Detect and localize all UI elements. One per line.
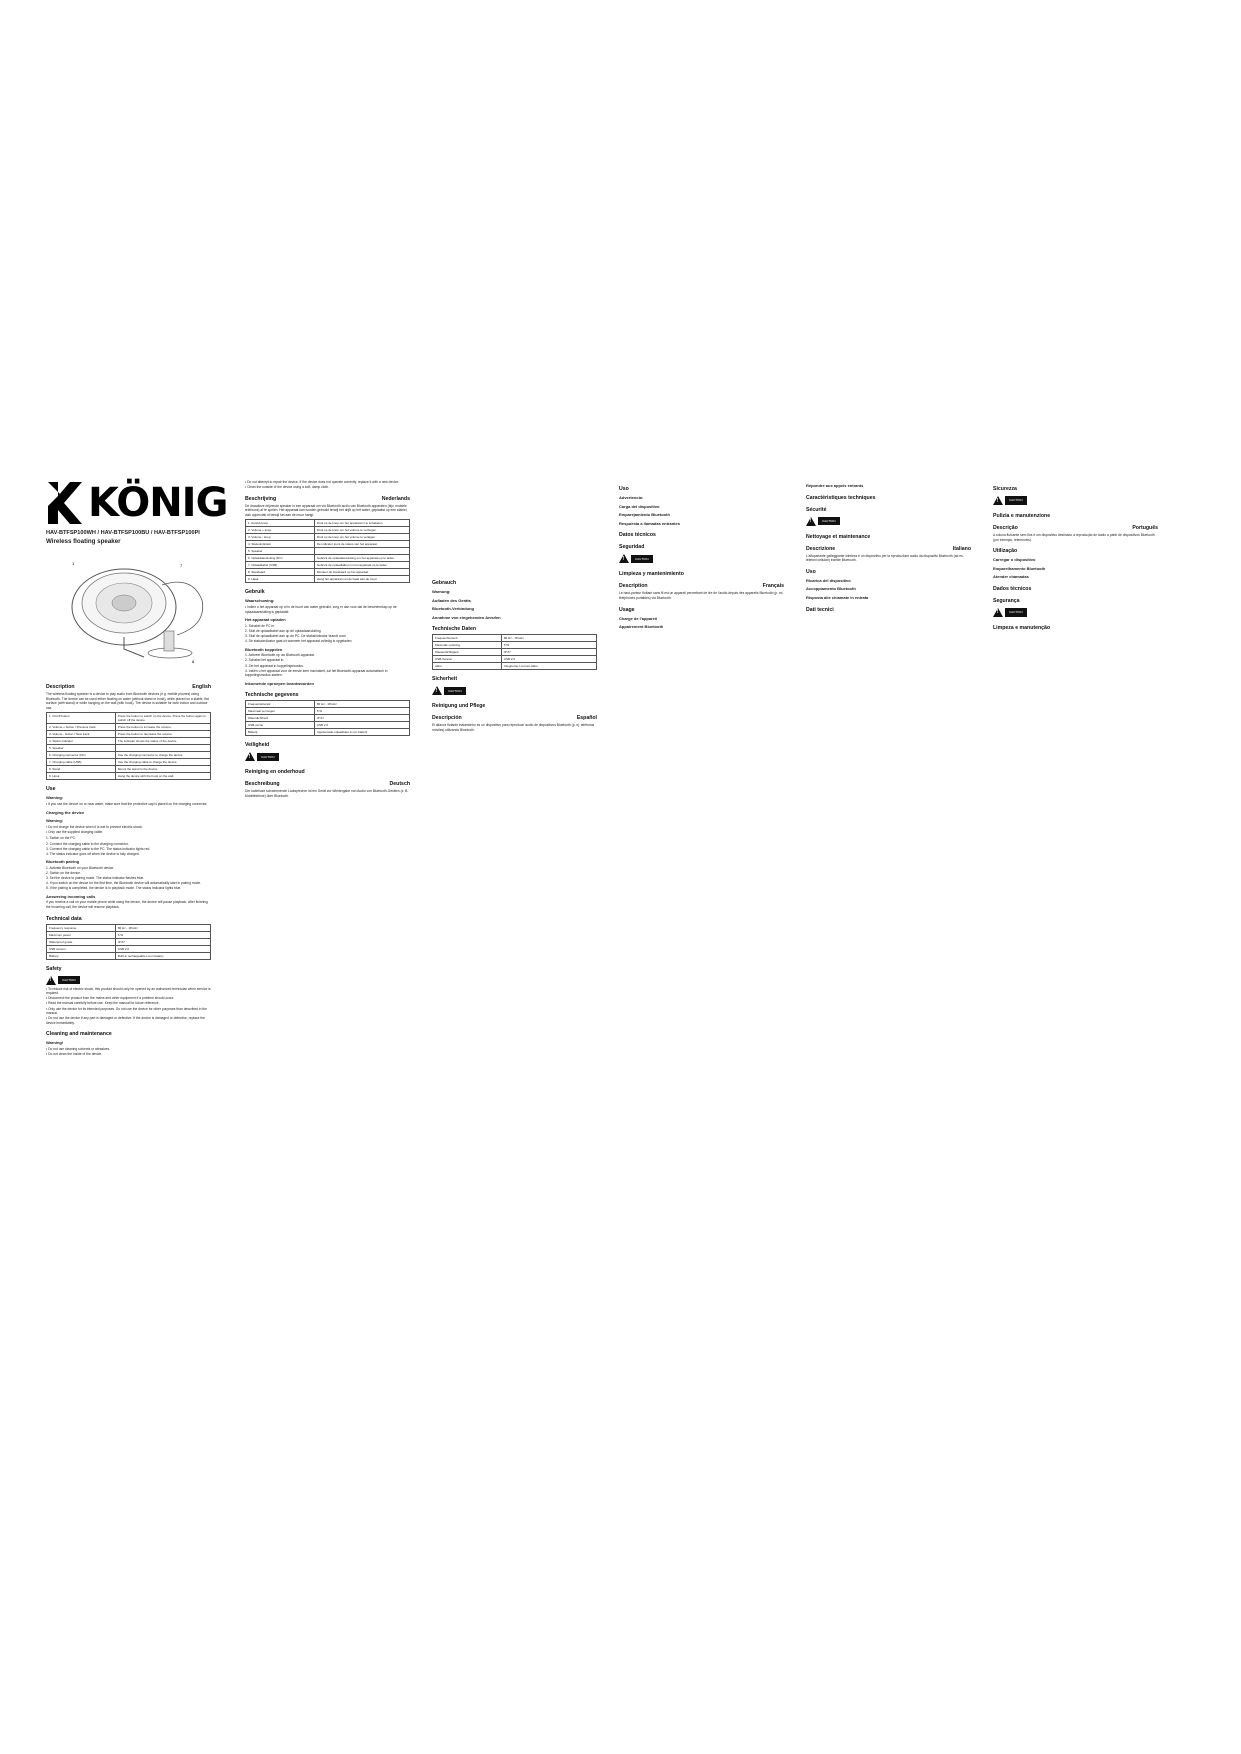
- table-row: [246, 548, 410, 555]
- table-cell: 9. Haak: [246, 576, 315, 583]
- warning-label: Warning:: [46, 818, 64, 824]
- table-cell: USB-versie: [246, 722, 315, 729]
- charging-heading: Carregar o dispositivo: [993, 557, 1036, 563]
- caution-label: CAUTION: [1005, 608, 1027, 617]
- bluetooth-steps: [245, 653, 410, 677]
- table-cell: Maximale Leistung: [433, 642, 502, 649]
- table-row: [433, 642, 597, 649]
- cleaning-heading: Cleaning and maintenance: [46, 1031, 112, 1038]
- charging-steps: [46, 836, 211, 856]
- table-row: [47, 938, 211, 945]
- model-numbers: HAV-BTFSP100WH / HAV-BTFSP100BU / HAV-BTFSP100PI: [46, 530, 200, 536]
- safety-list: [46, 987, 211, 1026]
- list-item: • Indien u het apparaat op of in de buurt van water gebruikt, zorg er dan voor dat de beschermkap op de oplaadaansluiting is geplaatst.: [245, 605, 410, 614]
- column-dutch: [245, 480, 410, 801]
- tech-heading: Datos técnicos: [619, 532, 656, 539]
- speaker-illustration: [52, 545, 212, 665]
- list-item: • Do not charge the device when it is wet to prevent electric shock.: [46, 825, 211, 830]
- table-row: [47, 945, 211, 952]
- table-cell: Mount the stand to the device.: [115, 766, 210, 773]
- table-cell: 5. Speaker: [246, 548, 315, 555]
- answering-heading: Risposta alle chiamate in entrata: [806, 594, 869, 600]
- table-cell: IP 67: [501, 649, 596, 656]
- answering-heading: Answering incoming calls: [46, 893, 96, 899]
- table-cell: Press the button to decrease the volume.: [115, 731, 210, 738]
- list-item: • If you use the device on or near water, make sure that the protective cap is placed on the charging connector.: [46, 802, 211, 807]
- list-item: 2. Connect the charging cable to the charging connector.: [46, 841, 129, 846]
- table-row: [246, 555, 410, 562]
- table-row: [246, 569, 410, 576]
- table-cell: Hang the device with the hook on the wall.: [115, 773, 210, 780]
- table-row: [47, 738, 211, 745]
- table-cell: Wasserdichtigkeit: [433, 649, 502, 656]
- description-heading: [46, 684, 211, 690]
- column-english: [46, 678, 211, 1059]
- safety-heading: Veiligheid: [245, 742, 270, 749]
- caution-label: CAUTION: [257, 753, 279, 762]
- bluetooth-heading: Bluetooth pairing: [46, 859, 80, 865]
- bluetooth-heading: Emparelhamento Bluetooth: [993, 565, 1046, 571]
- answering-heading: Répondre aux appels entrants: [806, 483, 864, 488]
- warning-triangle-icon: [806, 517, 816, 526]
- table-row: [47, 724, 211, 731]
- safety-heading: Safety: [46, 965, 62, 972]
- table-row: [433, 663, 597, 670]
- tech-heading: Technische Daten: [432, 626, 477, 633]
- section-title: Descrizione: [806, 545, 836, 552]
- section-title: Descripción: [432, 715, 462, 722]
- description-heading: [432, 715, 597, 721]
- table-row: [246, 729, 410, 736]
- list-item: 1. Switch on the PC.: [46, 836, 76, 841]
- description-heading: [993, 525, 1158, 531]
- description-heading: [806, 546, 971, 552]
- table-cell: 9. Hook: [47, 773, 116, 780]
- safety-heading: Sicurezza: [993, 486, 1017, 492]
- table-cell: 5. Speaker: [47, 745, 116, 752]
- table-row: [47, 931, 211, 938]
- konig-crown-icon: [46, 482, 82, 524]
- table-cell: 4. Statusindicator: [246, 541, 315, 548]
- charging-heading: Charge de l'appareil: [619, 615, 658, 621]
- parts-table: [245, 519, 410, 583]
- table-cell: USB 2.0: [314, 722, 409, 729]
- list-item: • To reduce risk of electric shock, this product should only be opened by an authorized technician when service is required.: [46, 987, 211, 996]
- list-item: 4. The status indicator goes off when the device is fully charged.: [46, 851, 140, 856]
- warning-triangle-icon: [993, 496, 1003, 505]
- safety-heading: Seguridad: [619, 544, 645, 551]
- column-german: [432, 480, 597, 735]
- table-row: [47, 766, 211, 773]
- list-item: 3. Set the device to pairing mode. The status indicator flashes blue.: [46, 876, 145, 881]
- table-row: [246, 541, 410, 548]
- charging-heading: Carga del dispositivo: [619, 503, 660, 509]
- table-cell: 7. Oplaadkabel (USB): [246, 562, 315, 569]
- list-item: 1. Activeer Bluetooth op uw Bluetooth-apparaat.: [245, 653, 315, 658]
- bluetooth-steps: [46, 866, 211, 891]
- table-cell: Frequentiebereik: [246, 701, 315, 708]
- list-item: • Do not clean the inside of the device.: [46, 1052, 211, 1057]
- warning-triangle-icon: [619, 554, 629, 563]
- table-cell: 8. Stand: [47, 766, 116, 773]
- safety-heading: Segurança: [993, 597, 1020, 604]
- list-item: 3. Zet het apparaat in koppelingsmodus.: [245, 663, 304, 668]
- list-item: 1. Activate Bluetooth on your Bluetooth device.: [46, 865, 115, 870]
- caution-badge: [619, 554, 653, 563]
- table-cell: Use the charging connector to charge the device.: [115, 752, 210, 759]
- table-row: [433, 635, 597, 642]
- charging-steps: [245, 624, 410, 644]
- bluetooth-heading: Bluetooth koppelen: [245, 646, 283, 652]
- list-item: 2. Switch on the device.: [46, 871, 81, 875]
- table-cell: Press the button to increase the volume.: [115, 724, 210, 731]
- charging-heading: Ricarica del dispositivo: [806, 577, 851, 583]
- list-item: • Do not use cleaning solvents or abrasives.: [46, 1047, 211, 1052]
- caution-badge: [46, 976, 80, 985]
- table-row: [47, 713, 211, 724]
- table-cell: Press the button to switch on the device. Press the button again to switch off the device.: [115, 713, 210, 724]
- column-french-italian: [806, 480, 971, 615]
- answering-heading: Annahme von eingehenden Anrufen: [432, 614, 501, 620]
- description-heading: [245, 781, 410, 787]
- use-heading: Uso: [619, 486, 629, 492]
- table-cell: Battery: [47, 952, 116, 959]
- tech-heading: Dati tecnici: [806, 606, 834, 613]
- tech-heading: Caractéristiques techniques: [806, 494, 876, 501]
- warning-label: Warnung:: [432, 589, 451, 594]
- cleaning-heading: Nettoyage et maintenance: [806, 533, 871, 540]
- table-cell: 5 W: [115, 931, 210, 938]
- table-cell: Druk op de knop om het volume te verlagen.: [314, 534, 409, 541]
- list-item: • Only use the device for its intended purposes. Do not use the device for other purposes than described in the manual.: [46, 1007, 211, 1016]
- use-heading: Uso: [806, 568, 816, 575]
- description-text: Der kabellose schwimmende Lautsprecher ist ein Gerät zur Wiedergabe von Audio von Bluetooth-Geräten (z. B. Mobiltelefone) über Bluetooth.: [245, 789, 409, 798]
- table-cell: USB version: [47, 945, 116, 952]
- list-item: 3. Sluit de oplaadkabel aan op de PC. De statusindicator brandt rood.: [245, 634, 347, 639]
- column-spanish-french: [619, 480, 784, 631]
- description-heading: [619, 583, 784, 589]
- use-list: [245, 605, 410, 614]
- table-cell: Druk op de knop om het volume te verhogen.: [314, 527, 409, 534]
- table-cell: 2. Volume + button / Previous track: [47, 724, 116, 731]
- section-title: Description: [46, 684, 75, 690]
- tech-table: [46, 924, 211, 960]
- table-cell: 8. Standaard: [246, 569, 315, 576]
- bluetooth-heading: Bluetooth-Verbindung: [432, 606, 474, 612]
- table-row: [246, 576, 410, 583]
- table-cell: Waterdichtheid: [246, 715, 315, 722]
- description-text: Le haut-parleur flottant sans fil est un appareil permettant de lire de l'audio depuis des appareils Bluetooth (p. ex. téléphones portables) via Bluetooth.: [619, 591, 784, 600]
- table-cell: Integrierter Li-Ionen-Akku: [501, 663, 596, 670]
- table-row: [433, 656, 597, 663]
- table-cell: 4. Status indicator: [47, 738, 116, 745]
- bluetooth-heading: Emparejamiento Bluetooth: [619, 512, 670, 518]
- continued-list: [245, 480, 410, 490]
- description-text: The wireless floating speaker is a device to play audio from Bluetooth devices (e.g. mobile phones) using Bluetooth. The device can be used either floating on water (without stand or hook), while placed on a stable, flat surface (with stand) or while hanging on the wall (with hook). The device is suitable for both indoor and outdoor use.: [46, 692, 209, 710]
- description-text: A coluna flutuante sem fios é um dispositivo destinado à reprodução de áudio a partir de dispositivos Bluetooth (por exemplo, telemóveis).: [993, 533, 1155, 542]
- list-item: 4. Indien u het apparaat voor de eerste keer inschakelt, zal het Bluetooth-apparaat automatisch in koppelingsmodus starten.: [245, 668, 388, 678]
- section-title: Beschrijving: [245, 495, 277, 502]
- table-row: [47, 759, 211, 766]
- language-label: Italiano: [952, 545, 971, 552]
- table-cell: 80 Hz - 18 kHz: [115, 924, 210, 931]
- table-cell: [115, 745, 210, 752]
- cleaning-list: [46, 1047, 211, 1057]
- use-heading: Utilização: [993, 548, 1018, 555]
- language-label: Español: [576, 715, 597, 722]
- table-cell: 7. Charging cable (USB): [47, 759, 116, 766]
- tech-heading: Technical data: [46, 915, 82, 922]
- table-row: [246, 527, 410, 534]
- column-italian-portuguese: [993, 480, 1158, 633]
- section-title: Descrição: [993, 525, 1018, 531]
- cleaning-heading: Reinigung und Pflege: [432, 703, 486, 710]
- brand-logo: [46, 480, 227, 526]
- table-row: [47, 731, 211, 738]
- table-row: [246, 562, 410, 569]
- warning-triangle-icon: [46, 976, 56, 985]
- warning-label: Warning:: [46, 795, 64, 801]
- caution-badge: [993, 608, 1027, 617]
- product-subtitle: Wireless floating speaker: [46, 538, 121, 545]
- warning-label: Advertencia:: [619, 495, 644, 500]
- safety-heading: Sicherheit: [432, 676, 458, 683]
- use-heading: Usage: [619, 606, 635, 613]
- caution-badge: [806, 517, 840, 526]
- tech-table: [432, 634, 597, 670]
- table-row: [47, 924, 211, 931]
- language-label: Français: [762, 583, 784, 590]
- table-cell: Batterij: [246, 729, 315, 736]
- charging-heading: Aufladen des Geräts: [432, 597, 471, 603]
- answering-text: If you receive a call on your mobile phone while using the device, the device will pause playback. After finishing the incoming call, the device will resume playback.: [46, 900, 208, 910]
- charging-warnings: [46, 825, 211, 835]
- use-list: [46, 802, 211, 807]
- table-cell: 6. Oplaadaansluiting (DC): [246, 555, 315, 562]
- table-cell: 80 Hz - 18 kHz: [501, 635, 596, 642]
- description-heading: [245, 496, 410, 502]
- language-label: Deutsch: [389, 781, 410, 788]
- table-cell: Use the charging cable to charge the device.: [115, 759, 210, 766]
- use-heading: Gebruik: [245, 589, 265, 596]
- table-row: [246, 534, 410, 541]
- table-row: [246, 708, 410, 715]
- answering-heading: Inkomende oproepen beantwoorden: [245, 680, 314, 686]
- cleaning-heading: Limpeza e manutenção: [993, 624, 1051, 631]
- table-row: [246, 701, 410, 708]
- table-cell: Frequency response: [47, 924, 116, 931]
- charging-heading: Het apparaat opladen: [245, 617, 286, 623]
- table-cell: Ingebouwde oplaadbare Li-ion batterij: [314, 729, 409, 736]
- table-cell: 80 Hz - 18 kHz: [314, 701, 409, 708]
- cleaning-heading: Limpieza y mantenimiento: [619, 571, 684, 578]
- table-cell: Gebruik de oplaadkabel om het apparaat op te laden.: [314, 562, 409, 569]
- list-item: 2. Sluit de oplaadkabel aan op de oplaadaansluiting.: [245, 628, 322, 633]
- table-cell: 2. Volume + knop: [246, 527, 315, 534]
- list-item: • Only use the supplied charging cable.: [46, 830, 211, 835]
- list-item: • Read the manual carefully before use. Keep the manual for future reference.: [46, 1001, 211, 1006]
- use-heading: Use: [46, 786, 56, 793]
- table-row: [433, 649, 597, 656]
- warning-triangle-icon: [432, 686, 442, 695]
- bluetooth-heading: Accoppiamento Bluetooth: [806, 586, 856, 592]
- safety-heading: Sécurité: [806, 506, 827, 513]
- table-cell: De indicator toont de status van het apparaat.: [314, 541, 409, 548]
- list-item: • Do not use the device if any part is damaged or defective. If the device is damaged or defective, replace the device immediately.: [46, 1016, 211, 1025]
- table-cell: Maximaal vermogen: [246, 708, 315, 715]
- table-cell: USB-Version: [433, 656, 502, 663]
- table-cell: Druk op de knop om het apparaat in te schakelen.: [314, 520, 409, 527]
- tech-table: [245, 700, 410, 736]
- table-cell: Akku: [433, 663, 502, 670]
- list-item: 3. Connect the charging cable to the PC. The status indicator lights red.: [46, 846, 151, 851]
- tech-heading: Technische gegevens: [245, 692, 299, 699]
- table-cell: Waterproof grade: [47, 938, 116, 945]
- table-row: [47, 752, 211, 759]
- list-item: 1. Schakel de PC in.: [245, 623, 275, 628]
- table-cell: The indicator shows the status of the device.: [115, 738, 210, 745]
- table-cell: [314, 548, 409, 555]
- table-row: [246, 520, 410, 527]
- warning-label: Waarschuwing:: [245, 598, 275, 604]
- table-cell: Gebruik de oplaadaansluiting om het apparaat op te laden.: [314, 555, 409, 562]
- table-cell: 1. On/off button: [47, 713, 116, 724]
- language-label: English: [192, 684, 211, 690]
- tech-heading: Dados técnicos: [993, 585, 1032, 592]
- caution-badge: [432, 686, 466, 695]
- description-text: L'altoparlante galleggiante wireless è un dispositivo per la riproduzione audio da dispositivi Bluetooth (ad es. telefoni cellulari) tramite Bluetooth.: [806, 553, 964, 563]
- section-title: Beschreibung: [245, 781, 280, 788]
- bluetooth-heading: Appairement Bluetooth: [619, 624, 664, 630]
- logo-text: KÖNIG: [88, 480, 228, 526]
- caution-label: CAUTION: [818, 517, 840, 526]
- section-title: Description: [619, 583, 648, 590]
- table-cell: 3. Volume - button / Next track: [47, 731, 116, 738]
- use-heading: Gebrauch: [432, 580, 457, 586]
- warning-triangle-icon: [993, 608, 1003, 617]
- answering-heading: Atender chamadas: [993, 574, 1029, 580]
- table-cell: Hang het apparaat met de haak aan de muur.: [314, 576, 409, 583]
- answering-heading: Respuesta a llamadas entrantes: [619, 520, 680, 526]
- list-item: • Clean the outside of the device using a soft, damp cloth.: [245, 485, 410, 490]
- list-item: • Disconnect the product from the mains and other equipment if a problem should occur.: [46, 996, 211, 1001]
- table-cell: Built-in rechargeable Li-ion battery: [115, 952, 210, 959]
- language-label: Português: [1132, 525, 1158, 531]
- caution-badge: [245, 752, 279, 761]
- table-cell: 5 W: [314, 708, 409, 715]
- list-item: 4. If you switch on the device for the first time, the Bluetooth device will automatically start in pairing mode.: [46, 881, 202, 886]
- table-row: [47, 745, 211, 752]
- table-row: [47, 952, 211, 959]
- table-cell: Frequenzbereich: [433, 635, 502, 642]
- warning-label: Warning!: [46, 1040, 64, 1046]
- table-cell: 5 W: [501, 642, 596, 649]
- table-cell: 3. Volume - knop: [246, 534, 315, 541]
- table-cell: USB 2.0: [501, 656, 596, 663]
- table-cell: Monteer de standaard op het apparaat.: [314, 569, 409, 576]
- caution-label: CAUTION: [444, 687, 466, 696]
- list-item: 2. Schakel het apparaat in.: [245, 658, 285, 663]
- language-label: Nederlands: [381, 495, 410, 502]
- caution-badge: [993, 496, 1027, 505]
- table-cell: USB 2.0: [115, 945, 210, 952]
- caution-label: CAUTION: [631, 555, 653, 564]
- table-row: [246, 715, 410, 722]
- svg-text:7: 7: [180, 563, 183, 568]
- table-row: [246, 722, 410, 729]
- svg-text:1: 1: [72, 561, 75, 566]
- caution-label: CAUTION: [58, 976, 80, 985]
- description-text: De draadloze drijvende speaker is een apparaat om via Bluetooth audio van Bluetooth-apparaten (bijv. mobiele telefoons) af te spelen. Het apparaat kan worden gebruikt terwijl het drijft op het water, geplaatst op een stabiel, vlak oppervlak of terwijl het aan de muur hangt.: [245, 503, 408, 517]
- caution-label: CAUTION: [1005, 496, 1027, 505]
- table-cell: IP 67: [314, 715, 409, 722]
- table-cell: IP 67: [115, 938, 210, 945]
- list-item: • Do not attempt to repair the device. If the device does not operate correctly, replace it with a new device.: [245, 480, 410, 485]
- cleaning-heading: Pulizia e manutenzione: [993, 513, 1051, 519]
- svg-text:8: 8: [192, 659, 195, 664]
- cleaning-heading: Reiniging en onderhoud: [245, 769, 305, 776]
- list-item: 4. De statusindicator gaat uit wanneer het apparaat volledig is opgeladen.: [245, 639, 353, 644]
- table-cell: 6. Charging connector (DC): [47, 752, 116, 759]
- table-cell: 1. Aan/uit-knop: [246, 520, 315, 527]
- parts-table: [46, 712, 211, 780]
- description-text: El altavoz flotante inalámbrico es un dispositivo para reproducir audio de dispositivos Bluetooth (p. ej. teléfonos móviles) utilizando Bluetooth.: [432, 723, 595, 732]
- table-cell: Maximum power: [47, 931, 116, 938]
- list-item: 5. If the pairing is completed, the device is in playback mode. The status indicator lights blue.: [46, 886, 182, 891]
- charging-heading: Charging the device: [46, 809, 85, 815]
- table-row: [47, 773, 211, 780]
- warning-triangle-icon: [245, 752, 255, 761]
